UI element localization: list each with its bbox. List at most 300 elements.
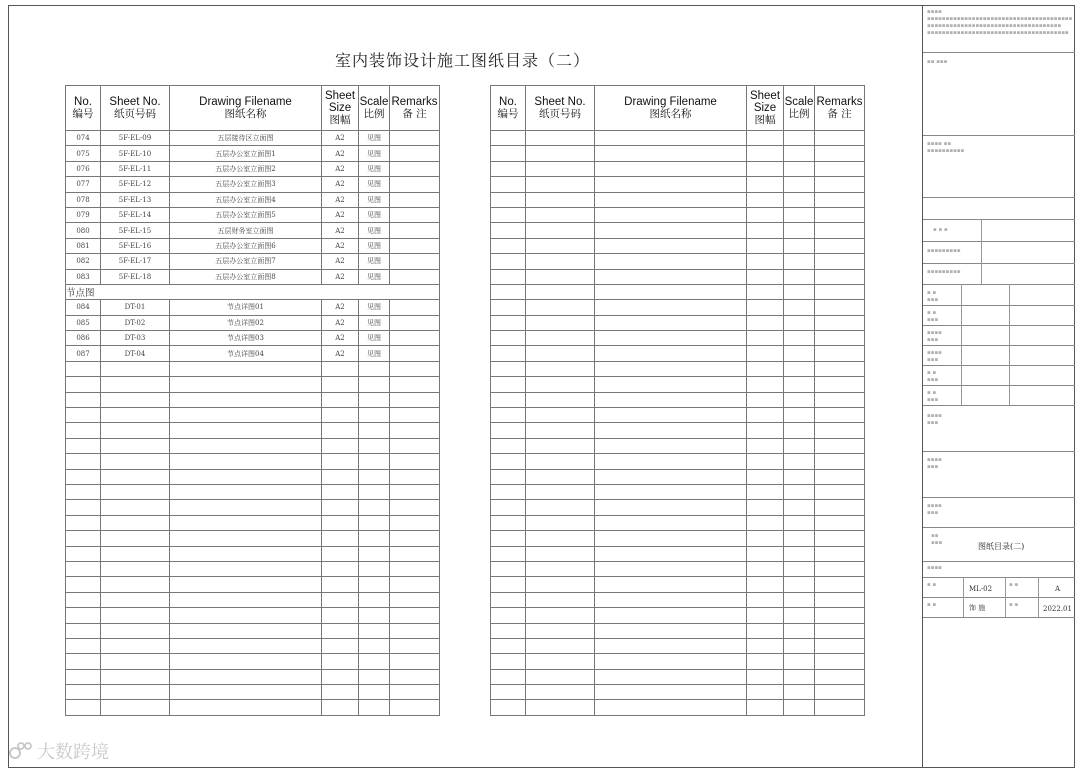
cell-sheet [101, 561, 170, 576]
cell-name [170, 484, 322, 499]
cell-size [747, 546, 784, 561]
page-title: 室内装饰设计施工图纸目录（二） [334, 51, 590, 70]
cell-name [595, 377, 747, 392]
cell-scale [784, 454, 815, 469]
table-row [66, 300, 440, 315]
cell-remarks [815, 361, 865, 376]
cell-sheet [101, 654, 170, 669]
cell-name [170, 638, 322, 653]
cell-size [747, 161, 784, 176]
section-fill [170, 284, 440, 299]
cell-remarks [390, 484, 440, 499]
cell-no [491, 269, 526, 284]
cell-scale [784, 685, 815, 700]
cell-size [747, 331, 784, 346]
cell-sheet [526, 361, 595, 376]
cell-sheet [101, 454, 170, 469]
cell-size [747, 577, 784, 592]
cell-scale [784, 669, 815, 684]
table-row [491, 377, 865, 392]
cell-remarks [390, 315, 440, 330]
cell-scale [784, 331, 815, 346]
cell-name [595, 361, 747, 376]
cell-remarks [390, 608, 440, 623]
cell-scale: 见图 [359, 161, 390, 176]
cell-name [170, 654, 322, 669]
cell-size [747, 469, 784, 484]
cell-remarks [390, 177, 440, 192]
table-row [491, 638, 865, 653]
cell-size: A2 [322, 254, 359, 269]
table-row [491, 454, 865, 469]
cell-name [170, 408, 322, 423]
cell-name [170, 608, 322, 623]
cell-remarks [815, 423, 865, 438]
cell-scale [784, 254, 815, 269]
cell-name: 五层办公室立面图2 [170, 161, 322, 176]
table-row [491, 131, 865, 146]
cell-remarks [390, 361, 440, 376]
table-row [66, 577, 440, 592]
cell-sheet [526, 300, 595, 315]
cell-size [747, 685, 784, 700]
table-row [66, 192, 440, 207]
cell-sheet [101, 546, 170, 561]
cell-no [491, 377, 526, 392]
cell-scale: 见图 [359, 346, 390, 361]
table-row [66, 592, 440, 607]
cell-sheet [526, 238, 595, 253]
cell-name [170, 685, 322, 700]
date: 2022.01 [1043, 605, 1072, 613]
drawing-number: ML-02 [969, 585, 993, 593]
cell-sheet: DT-03 [101, 331, 170, 346]
cell-no [491, 546, 526, 561]
table-row [491, 500, 865, 515]
cell-sheet [526, 346, 595, 361]
cell-name [170, 669, 322, 684]
cell-sheet [101, 608, 170, 623]
cell-no [66, 454, 101, 469]
cell-remarks [390, 300, 440, 315]
cell-remarks [390, 685, 440, 700]
cell-name: 五层办公室立面图5 [170, 207, 322, 222]
cell-no [491, 608, 526, 623]
cell-size [747, 392, 784, 407]
cell-remarks [815, 223, 865, 238]
table-row [66, 377, 440, 392]
cell-remarks [390, 500, 440, 515]
cell-name [595, 669, 747, 684]
col-filename-header: Drawing Filename 图纸名称 [170, 86, 322, 131]
cell-size [747, 484, 784, 499]
cell-no [66, 623, 101, 638]
cell-remarks [815, 331, 865, 346]
table-row [66, 223, 440, 238]
cell-remarks [390, 423, 440, 438]
cell-size [747, 438, 784, 453]
cell-size [747, 638, 784, 653]
cell-remarks [390, 131, 440, 146]
cell-no [66, 361, 101, 376]
cell-no: 084 [66, 300, 101, 315]
cell-scale [359, 408, 390, 423]
cell-name [595, 577, 747, 592]
cell-size [747, 623, 784, 638]
cell-no [66, 469, 101, 484]
cell-remarks [390, 561, 440, 576]
cell-remarks [815, 484, 865, 499]
cell-sheet [526, 284, 595, 299]
cell-no: 085 [66, 315, 101, 330]
cell-sheet [101, 392, 170, 407]
cell-sheet: 5F-EL-10 [101, 146, 170, 161]
cell-remarks [390, 238, 440, 253]
table-row [491, 577, 865, 592]
cell-remarks [390, 269, 440, 284]
cell-size: A2 [322, 192, 359, 207]
cell-sheet: 5F-EL-12 [101, 177, 170, 192]
cell-scale [784, 561, 815, 576]
cell-name [595, 392, 747, 407]
cell-remarks [815, 146, 865, 161]
cell-remarks [390, 515, 440, 530]
cell-sheet [101, 469, 170, 484]
cell-scale [784, 192, 815, 207]
cell-scale [784, 207, 815, 222]
cell-name [170, 438, 322, 453]
cell-size [747, 361, 784, 376]
cell-sheet [526, 269, 595, 284]
catalog-table-left [65, 85, 440, 716]
cell-name [595, 131, 747, 146]
cell-name [170, 577, 322, 592]
cell-no [491, 300, 526, 315]
cell-size [747, 300, 784, 315]
cell-remarks [390, 438, 440, 453]
cell-no [66, 669, 101, 684]
cell-remarks [390, 254, 440, 269]
table-row [66, 531, 440, 546]
cell-name [595, 177, 747, 192]
cell-remarks [390, 408, 440, 423]
cell-no: 086 [66, 331, 101, 346]
cell-scale [784, 315, 815, 330]
cell-no [66, 700, 101, 715]
table-row [491, 515, 865, 530]
cell-remarks [390, 623, 440, 638]
watermark-logo-icon [8, 740, 34, 762]
cell-scale [784, 392, 815, 407]
cell-name [170, 469, 322, 484]
table-row [491, 392, 865, 407]
cell-remarks [390, 223, 440, 238]
cell-remarks [815, 192, 865, 207]
cell-no [491, 315, 526, 330]
cell-remarks [390, 392, 440, 407]
cell-sheet [101, 438, 170, 453]
table-row [66, 654, 440, 669]
cell-size [747, 500, 784, 515]
cell-size [747, 146, 784, 161]
cell-remarks [390, 346, 440, 361]
cell-name [595, 300, 747, 315]
col-size-header: Sheet Size 图幅 [322, 86, 359, 131]
cell-size [322, 685, 359, 700]
cell-scale [359, 454, 390, 469]
cell-scale [784, 546, 815, 561]
cell-sheet: 5F-EL-14 [101, 207, 170, 222]
cell-no [491, 469, 526, 484]
table-row [491, 408, 865, 423]
cell-scale [359, 608, 390, 623]
cell-scale [359, 484, 390, 499]
cell-sheet [526, 438, 595, 453]
table-row [491, 669, 865, 684]
cell-no [491, 346, 526, 361]
cell-no [491, 561, 526, 576]
cell-no [491, 408, 526, 423]
cell-size [747, 131, 784, 146]
cell-size [747, 654, 784, 669]
cell-sheet [526, 515, 595, 530]
cell-remarks [390, 654, 440, 669]
cell-size [322, 669, 359, 684]
cell-remarks [815, 546, 865, 561]
cell-no: 082 [66, 254, 101, 269]
table-row [491, 608, 865, 623]
table-row [66, 269, 440, 284]
cell-remarks [815, 131, 865, 146]
cell-remarks [815, 300, 865, 315]
cell-size: A2 [322, 238, 359, 253]
cell-no [491, 207, 526, 222]
cell-name: 节点详图02 [170, 315, 322, 330]
cell-remarks [815, 346, 865, 361]
cell-name: 节点详图01 [170, 300, 322, 315]
cell-sheet [526, 608, 595, 623]
cell-sheet [526, 700, 595, 715]
cell-sheet [526, 331, 595, 346]
col-scale-header: Scale 比例 [784, 86, 815, 131]
table-row [66, 669, 440, 684]
cell-no [491, 423, 526, 438]
cell-no: 074 [66, 131, 101, 146]
cell-sheet: DT-01 [101, 300, 170, 315]
cell-name [170, 531, 322, 546]
cell-size [747, 346, 784, 361]
table-row [491, 438, 865, 453]
cell-name: 五层财务室立面图 [170, 223, 322, 238]
cell-scale [359, 377, 390, 392]
cell-scale [784, 469, 815, 484]
cell-sheet [526, 469, 595, 484]
cell-no [66, 608, 101, 623]
cell-scale [784, 238, 815, 253]
cell-sheet [526, 377, 595, 392]
cell-scale [784, 377, 815, 392]
cell-size: A2 [322, 146, 359, 161]
cell-size: A2 [322, 223, 359, 238]
cell-size [322, 361, 359, 376]
cell-name: 五层接待区立面图 [170, 131, 322, 146]
table-row [491, 685, 865, 700]
table-row [491, 331, 865, 346]
table-row [66, 515, 440, 530]
cell-no [66, 484, 101, 499]
cell-remarks [815, 161, 865, 176]
cell-sheet [526, 131, 595, 146]
cell-name: 五层办公室立面图1 [170, 146, 322, 161]
cell-size [747, 254, 784, 269]
cell-no [66, 577, 101, 592]
cell-sheet [526, 546, 595, 561]
cell-remarks [390, 638, 440, 653]
cell-size [322, 438, 359, 453]
cell-remarks [815, 608, 865, 623]
cell-size [322, 546, 359, 561]
table-row [66, 500, 440, 515]
table-row [491, 700, 865, 715]
cell-sheet [101, 669, 170, 684]
cell-no [491, 685, 526, 700]
cell-name [595, 284, 747, 299]
cell-scale: 见图 [359, 223, 390, 238]
cell-sheet [526, 561, 595, 576]
cell-scale [359, 438, 390, 453]
cell-no [491, 577, 526, 592]
cell-sheet: 5F-EL-15 [101, 223, 170, 238]
table-row [66, 346, 440, 361]
cell-size: A2 [322, 331, 359, 346]
table-row [66, 315, 440, 330]
cell-no [66, 377, 101, 392]
cell-no [491, 331, 526, 346]
cell-scale [784, 408, 815, 423]
cell-scale: 见图 [359, 238, 390, 253]
cell-sheet [101, 484, 170, 499]
cell-scale [784, 146, 815, 161]
cell-scale [359, 500, 390, 515]
cell-size: A2 [322, 315, 359, 330]
cell-no [491, 638, 526, 653]
cell-no [66, 500, 101, 515]
cell-scale [359, 515, 390, 530]
cell-scale [784, 500, 815, 515]
cell-remarks [390, 469, 440, 484]
cell-remarks [815, 685, 865, 700]
table-header-row [66, 86, 440, 131]
cell-no [491, 438, 526, 453]
cell-no [491, 238, 526, 253]
cell-size [322, 454, 359, 469]
cell-scale [784, 131, 815, 146]
table-row [66, 177, 440, 192]
cell-sheet [101, 408, 170, 423]
table-row [491, 423, 865, 438]
cell-scale: 见图 [359, 315, 390, 330]
cell-scale [359, 654, 390, 669]
cell-no [491, 131, 526, 146]
cell-size [747, 408, 784, 423]
cell-remarks [815, 561, 865, 576]
cell-remarks [815, 500, 865, 515]
table-row [66, 484, 440, 499]
cell-name [170, 392, 322, 407]
cell-scale [359, 577, 390, 592]
table-row [491, 361, 865, 376]
cell-scale: 见图 [359, 192, 390, 207]
cell-sheet [101, 685, 170, 700]
cell-name [170, 515, 322, 530]
cell-sheet: 5F-EL-09 [101, 131, 170, 146]
cell-name [170, 546, 322, 561]
table-row [491, 284, 865, 299]
table-row [491, 561, 865, 576]
cell-sheet [526, 592, 595, 607]
cell-scale [784, 177, 815, 192]
cell-name [595, 623, 747, 638]
cell-size [747, 423, 784, 438]
cell-no [491, 361, 526, 376]
cell-name [595, 161, 747, 176]
cell-size [322, 484, 359, 499]
cell-name [170, 623, 322, 638]
cell-scale [784, 269, 815, 284]
cell-remarks [815, 377, 865, 392]
cell-size [747, 269, 784, 284]
cell-scale: 见图 [359, 146, 390, 161]
watermark [8, 738, 109, 764]
cell-scale [784, 608, 815, 623]
cell-remarks [815, 531, 865, 546]
cell-name [595, 500, 747, 515]
cell-sheet: 5F-EL-17 [101, 254, 170, 269]
cell-size [747, 700, 784, 715]
cell-name [595, 223, 747, 238]
cell-scale: 见图 [359, 177, 390, 192]
cell-name [170, 700, 322, 715]
table-row [66, 146, 440, 161]
cell-name [595, 561, 747, 576]
cell-scale [359, 423, 390, 438]
table-row [491, 300, 865, 315]
cell-name: 节点详图03 [170, 331, 322, 346]
col-filename-header: Drawing Filename 图纸名称 [595, 86, 747, 131]
cell-remarks [815, 654, 865, 669]
table-row [66, 561, 440, 576]
col-scale-header: Scale 比例 [359, 86, 390, 131]
cell-name [595, 238, 747, 253]
cell-no [66, 392, 101, 407]
cell-sheet [526, 454, 595, 469]
cell-no: 083 [66, 269, 101, 284]
cell-sheet [526, 392, 595, 407]
cell-no [66, 654, 101, 669]
cell-size [747, 515, 784, 530]
table-row [66, 546, 440, 561]
cell-size [322, 608, 359, 623]
cell-no [491, 654, 526, 669]
cell-remarks [815, 669, 865, 684]
cell-scale [784, 700, 815, 715]
cell-size [747, 377, 784, 392]
table-row [491, 592, 865, 607]
cell-name [170, 561, 322, 576]
cell-scale [784, 638, 815, 653]
cell-sheet [526, 638, 595, 653]
cell-size [747, 238, 784, 253]
